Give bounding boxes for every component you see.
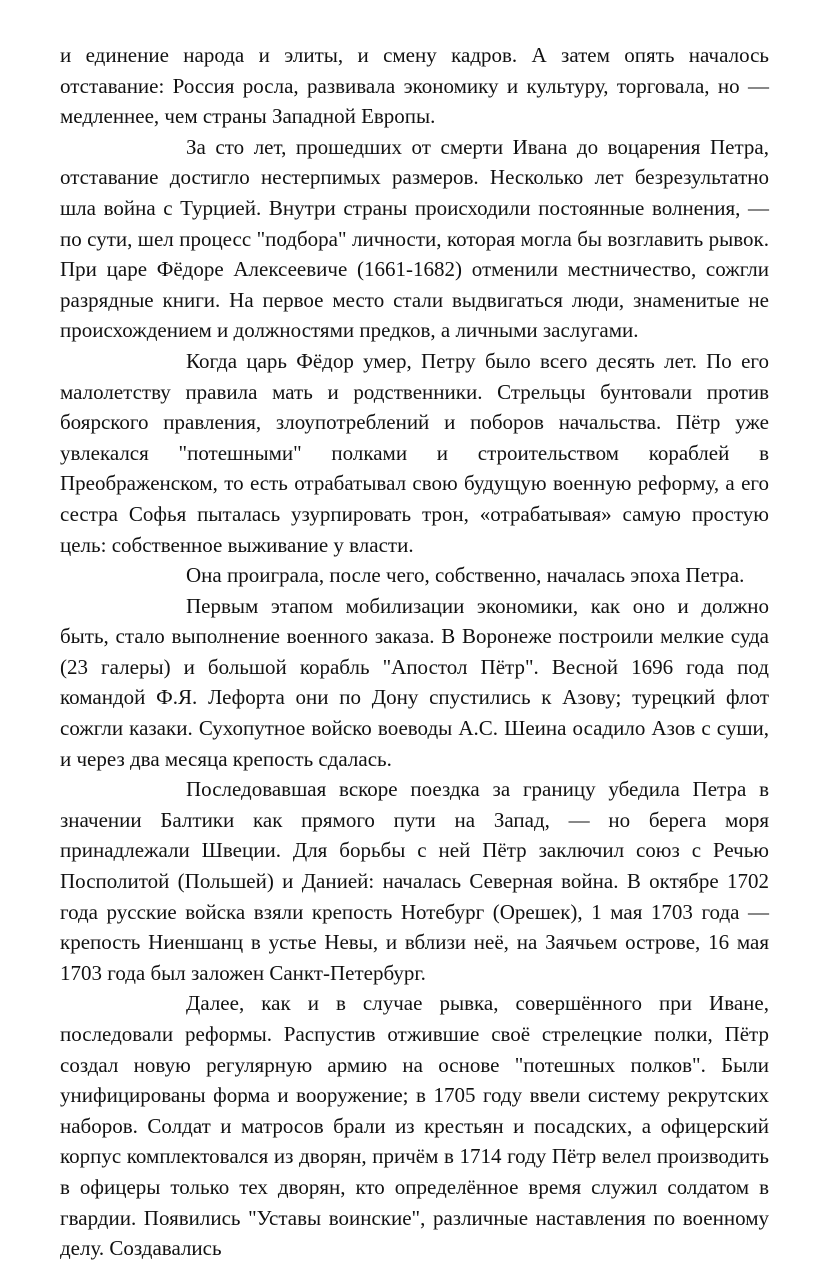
paragraph-7: Далее, как и в случае рывка, совершённого при Иване, последовали реформы. Распустив отжившие своё стрелецкие полки, Пётр создал новую регулярную армию на основе "потешных полков". Были унифицированы форма и вооружение; в 1705 году ввели систему рекрутских наборов. Солдат и матросов брали из крестьян и посадских, а офицерский корпус комплектовался из дворян, причём в 1714 году Пётр велел производить в офицеры только тех дворян, кто определённое время служил солдатом в гвардии. Появились "Уставы воинские", различные наставления по военному делу. Создавались bbox=[60, 991, 769, 1261]
paragraph-6: Последовавшая вскоре поездка за границу убедила Петра в значении Балтики как прямого пути на Запад, — но берега моря принадлежали Швеции. Для борьбы с ней Пётр заключил союз с Речью Посполитой (Польшей) и Данией: началась Северная война. В октябре 1702 года русские войска взяли крепость Нотебург (Орешек), 1 мая 1703 года — крепость Ниеншанц в устье Невы, и вблизи неё, на Заячьем острове, 16 мая 1703 года был заложен Санкт-Петербург. bbox=[60, 777, 769, 985]
paragraph-3: Когда царь Фёдор умер, Петру было всего десять лет. По его малолетству правила мать и родственники. Стрельцы бунтовали против боярского правления, злоупотреблений и поборов начальства. Пётр уже увлекался "потешными" полками и строительством кораблей в Преображенском, то есть отрабатывал свою будущую военную реформу, а его сестра Софья пыталась узурпировать трон, «отрабатывая» самую простую цель: собственное выживание у власти. bbox=[60, 348, 769, 557]
paragraph-5: Первым этапом мобилизации экономики, как оно и должно быть, стало выполнение военного заказа. В Воронеже построили мелкие суда (23 галеры) и большой корабль "Апостол Пётр". Весной 1696 года под командой Ф.Я. Лефорта они по Дону спустились к Азову; турецкий флот сожгли казаки. Сухопутное войско воеводы А.С. Шеина осадило Азов с суши, и через два месяца крепость сдалась. bbox=[60, 593, 769, 771]
document-page bbox=[60, 40, 769, 1264]
paragraph-2: За сто лет, прошедших от смерти Ивана до воцарения Петра, отставание достигло нестерпимых размеров. Несколько лет безрезультатно шла война с Турцией. Внутри страны происходили постоянные волнения, — по сути, шел процесс "подбора" личности, которая могла бы возглавить рывок. При царе Фёдоре Алексеевиче (1661-1682) отменили местничество, сожгли разрядные книги. На первое место стали выдвигаться люди, знаменитые не происхождением и должностями предков, а личными заслугами. bbox=[60, 134, 769, 343]
paragraph-4: Она проиграла, после чего, собственно, началась эпоха Петра. bbox=[186, 563, 745, 588]
paragraph-1: и единение народа и элиты, и смену кадров. А затем опять началось отставание: Россия росла, развивала экономику и культуру, торговала, но — медленнее, чем страны Западной Европы. bbox=[60, 43, 769, 129]
